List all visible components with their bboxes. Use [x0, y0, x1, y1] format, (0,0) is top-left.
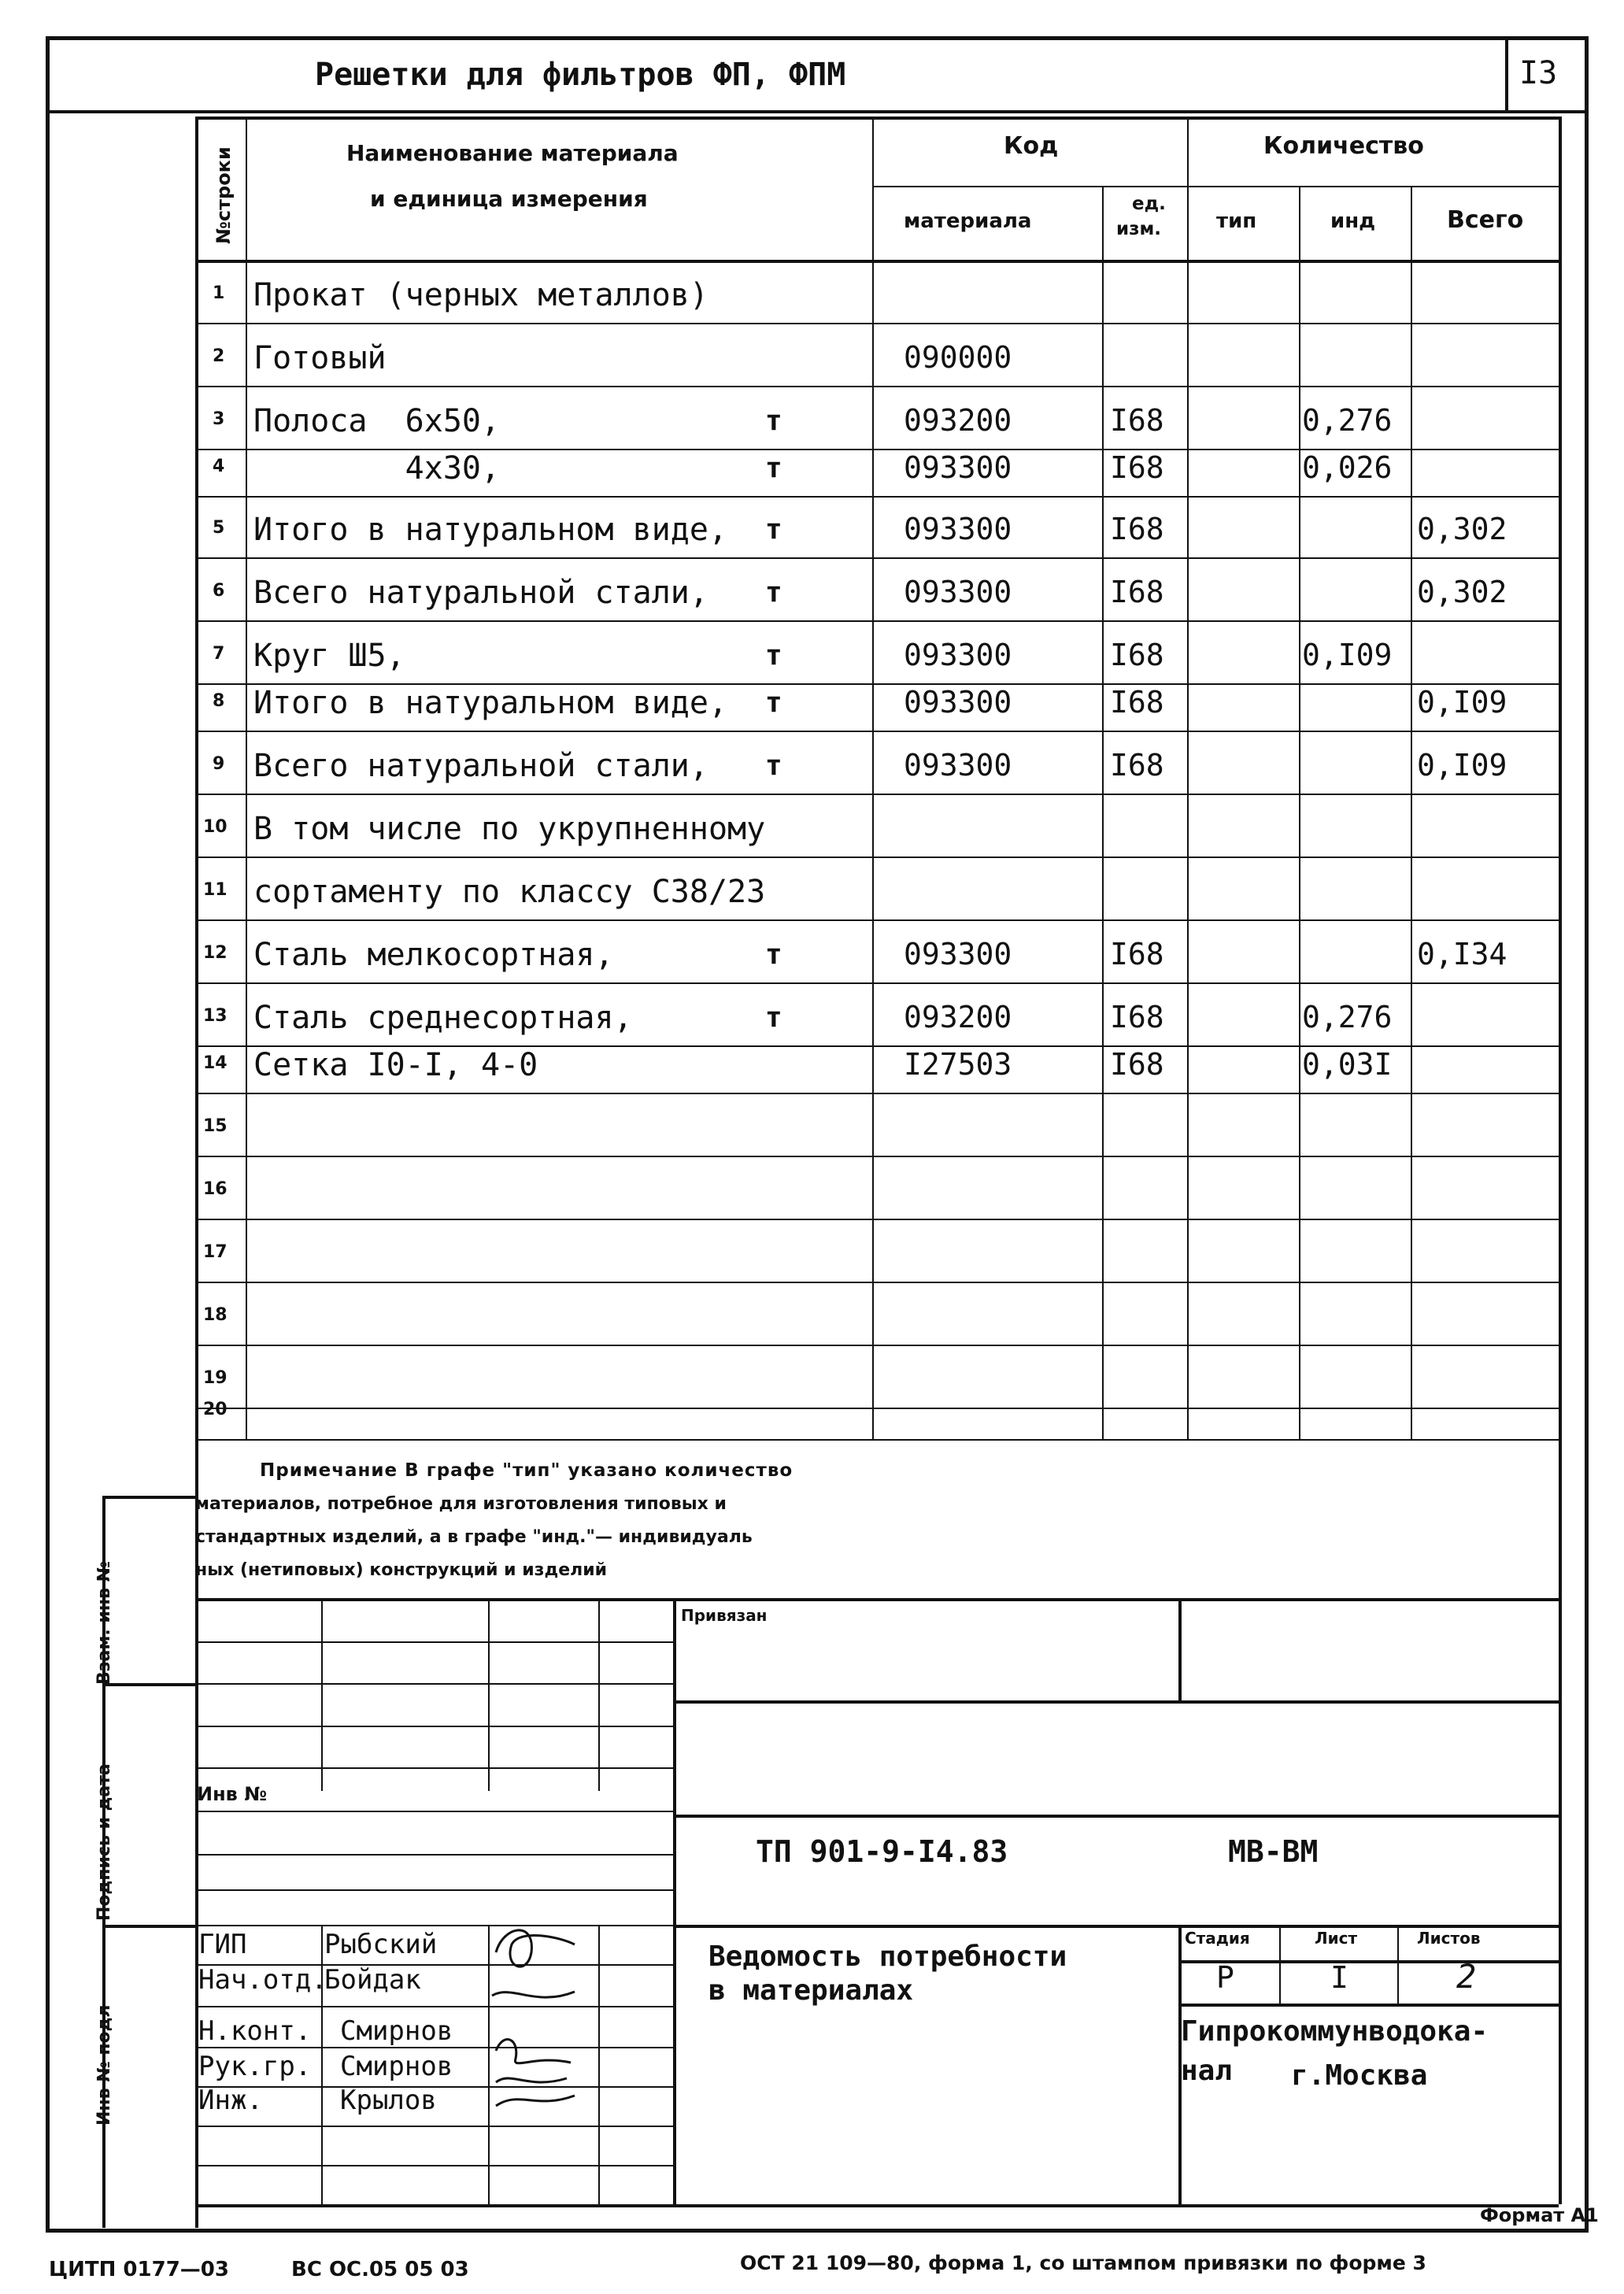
row-total-quantity: 0,302 — [1417, 575, 1507, 609]
column-rule — [1299, 186, 1300, 1439]
row-rule — [195, 794, 1559, 795]
stamp-rule thin — [1178, 1960, 1559, 1963]
stamp-grid-rule — [195, 1598, 673, 1600]
row-total-quantity: 0,I34 — [1417, 937, 1507, 971]
row-code: 093300 — [904, 937, 1012, 971]
row-number: 15 — [203, 1116, 228, 1136]
row-number: 1 — [213, 283, 225, 303]
row-rule — [195, 260, 1559, 263]
row-number: 5 — [213, 518, 225, 538]
signature-stroke — [496, 1930, 575, 1967]
row-number: 20 — [203, 1400, 228, 1419]
row-unit: т — [765, 452, 782, 484]
header-row-number: №строки — [213, 146, 235, 244]
header-total: Всего — [1447, 206, 1524, 234]
stamp-right-rule — [1559, 1598, 1562, 2204]
row-rule — [195, 1219, 1559, 1220]
row-rule — [195, 731, 1559, 732]
sheets-value: 2 — [1456, 1957, 1477, 1996]
margin-podpis-data: Подпись и дата — [94, 1763, 114, 1921]
inv-number-label: Инв № — [197, 1783, 268, 1805]
row-number: 11 — [203, 880, 228, 900]
header-code: Код — [1004, 132, 1059, 160]
privyazan-label: Привязан — [681, 1606, 768, 1625]
row-number: 9 — [213, 754, 225, 774]
row-rule — [195, 982, 1559, 984]
row-rule — [195, 323, 1559, 324]
signatory-role: Рук.гр. — [198, 2051, 312, 2082]
row-number: 17 — [203, 1242, 228, 1262]
sheet-number: I3 — [1519, 55, 1558, 91]
row-code: 093300 — [904, 575, 1012, 609]
row-number: 14 — [203, 1053, 228, 1073]
row-total-quantity: 0,302 — [1417, 512, 1507, 546]
signatory-name: Бойдак — [324, 1964, 421, 1996]
stage-label: Стадия — [1185, 1929, 1250, 1948]
stamp-rule — [673, 1925, 1559, 1928]
row-number: 7 — [213, 644, 225, 664]
row-code: 093300 — [904, 638, 1012, 672]
signatory-name: Смирнов — [340, 2051, 453, 2082]
note-right-rule — [1559, 1439, 1562, 1598]
header-name-line1: Наименование материала — [346, 140, 679, 166]
signatory-name: Смирнов — [340, 2015, 453, 2047]
note-line: стандартных изделий, а в графе "инд."— индивидуаль — [195, 1527, 753, 1547]
row-name: В том числе по укрупненному — [253, 811, 766, 847]
stamp-grid-col — [488, 1598, 490, 1791]
row-code: 093300 — [904, 685, 1012, 720]
table-top-rule — [195, 117, 1559, 120]
stamp-mid-rule — [673, 1598, 676, 2204]
row-rule — [195, 1345, 1559, 1346]
row-ind-quantity: 0,03I — [1302, 1047, 1393, 1082]
row-name: Круг Ш5, — [253, 638, 405, 674]
title-bar-line — [46, 110, 1589, 113]
organization-city: г.Москва — [1291, 2059, 1428, 2092]
signatory-role: Инж. — [198, 2085, 263, 2116]
signature-stroke — [496, 2096, 575, 2106]
footer-left-code: ЦИТП 0177—03 — [49, 2258, 229, 2281]
column-rule — [1559, 117, 1562, 1439]
row-unit: т — [765, 686, 782, 719]
footer-left-code2: ВС ОС.05 05 03 — [291, 2258, 469, 2281]
row-number: 10 — [203, 817, 228, 837]
signatory-role: Н.конт. — [198, 2015, 312, 2047]
row-number: 3 — [213, 409, 225, 429]
row-ind-quantity: 0,276 — [1302, 1000, 1393, 1034]
row-code: 093200 — [904, 1000, 1012, 1034]
header-material: материала — [904, 209, 1032, 233]
row-number: 19 — [203, 1368, 228, 1388]
stamp-grid-rule — [195, 1925, 673, 1926]
row-number: 8 — [213, 691, 225, 711]
format-label: Формат А1 — [1480, 2204, 1599, 2226]
stamp-grid-rule — [195, 1854, 673, 1856]
row-name: 4х30, — [253, 450, 501, 487]
stamp-grid-col — [598, 1598, 600, 1791]
row-unit: т — [765, 938, 782, 971]
stamp-rule — [673, 1700, 1559, 1704]
row-name: сортаменту по классу С38/23 — [253, 874, 766, 910]
row-rule — [195, 557, 1559, 559]
row-name: Прокат (черных металлов) — [253, 277, 708, 313]
row-code: 093200 — [904, 403, 1012, 438]
row-rule — [195, 386, 1559, 387]
signature-stroke — [496, 2040, 571, 2063]
note-line: ных (нетиповых) конструкций и изделий — [195, 1560, 608, 1580]
stamp-grid-rule — [195, 2204, 673, 2206]
stage-value: Р — [1216, 1960, 1234, 1995]
row-name: Всего натуральной стали, — [253, 748, 708, 784]
row-total-quantity: 0,I09 — [1417, 748, 1507, 783]
row-rule — [195, 1408, 1559, 1409]
row-number: 18 — [203, 1305, 228, 1325]
stamp-grid-rule — [195, 1683, 673, 1685]
header-quantity: Количество — [1263, 132, 1424, 160]
stamp-privyazan-right — [1178, 1598, 1182, 1700]
stamp-grid-col — [321, 1598, 323, 1791]
row-unit-code: I68 — [1110, 450, 1164, 485]
stamp-rule — [1279, 1925, 1281, 2004]
row-unit: т — [765, 749, 782, 782]
row-name: Всего натуральной стали, — [253, 575, 708, 611]
column-rule — [1411, 186, 1412, 1439]
stamp-grid-rule — [195, 1767, 673, 1769]
row-code: 093300 — [904, 512, 1012, 546]
row-unit-code: I68 — [1110, 638, 1164, 672]
row-rule — [195, 620, 1559, 622]
stamp-grid-rule — [195, 2006, 673, 2007]
row-rule — [195, 919, 1559, 921]
stamp-rule — [1397, 1925, 1399, 2004]
sheet-label: Лист — [1315, 1929, 1358, 1948]
margin-inv-podl: Инв № подл — [94, 2004, 114, 2126]
column-rule — [195, 117, 198, 1439]
stamp-grid-rule — [195, 2047, 673, 2048]
stamp-grid-col — [598, 1925, 600, 2204]
stamp-grid-rule — [195, 1811, 673, 1812]
column-rule — [872, 117, 874, 1439]
row-number: 13 — [203, 1006, 228, 1026]
row-rule — [195, 1156, 1559, 1157]
row-number: 4 — [213, 457, 225, 476]
row-code: I27503 — [904, 1047, 1012, 1082]
row-unit-code: I68 — [1110, 748, 1164, 783]
row-code: 093300 — [904, 748, 1012, 783]
row-unit: т — [765, 513, 782, 546]
row-unit-code: I68 — [1110, 512, 1164, 546]
row-unit-code: I68 — [1110, 685, 1164, 720]
margin-rule — [102, 1496, 195, 1499]
row-name: Полоса 6х50, — [253, 403, 501, 439]
row-unit-code: I68 — [1110, 1047, 1164, 1082]
row-ind-quantity: 0,026 — [1302, 450, 1393, 485]
signatory-name: Рыбский — [324, 1929, 438, 1960]
document-title-line1: Ведомость потребности — [708, 1941, 1067, 1973]
header-ind: инд — [1330, 209, 1376, 233]
row-name: Сталь мелкосортная, — [253, 937, 614, 973]
row-rule — [195, 1439, 1559, 1441]
row-rule — [195, 1282, 1559, 1283]
margin-rule — [102, 1925, 195, 1928]
row-name: Сталь среднесортная, — [253, 1000, 633, 1036]
row-unit: т — [765, 1001, 782, 1034]
row-ind-quantity: 0,I09 — [1302, 638, 1393, 672]
column-rule — [1102, 186, 1104, 1439]
row-unit: т — [765, 639, 782, 672]
note-line: материалов, потребное для изготовления типовых и — [195, 1494, 727, 1514]
stamp-grid-rule — [195, 2165, 673, 2166]
stamp-grid-rule — [195, 1889, 673, 1891]
page-title: Решетки для фильтров ФП, ФПМ — [315, 57, 846, 93]
row-name: Итого в натуральном виде, — [253, 685, 728, 721]
row-name: Сетка I0-I, 4-0 — [253, 1047, 538, 1083]
row-number: 6 — [213, 581, 225, 601]
row-unit: т — [765, 405, 782, 437]
header-unit-line1: ед. — [1132, 194, 1166, 214]
header-unit-line2: изм. — [1116, 219, 1162, 239]
row-unit: т — [765, 576, 782, 609]
signatory-role: Нач.отд. — [198, 1964, 327, 1996]
column-rule — [1187, 117, 1189, 1439]
signatory-role: ГИП — [198, 1929, 247, 1960]
signatures — [488, 1921, 583, 2110]
signature-stroke — [492, 1992, 575, 1997]
row-rule — [195, 1093, 1559, 1094]
row-unit-code: I68 — [1110, 937, 1164, 971]
margin-rule — [102, 1683, 195, 1686]
signatory-name: Крылов — [340, 2085, 437, 2116]
header-typ: тип — [1216, 209, 1257, 233]
organization-line2: нал — [1181, 2055, 1233, 2087]
document-section: МВ-ВМ — [1228, 1834, 1319, 1869]
document-title-line2: в материалах — [708, 1974, 914, 2007]
row-total-quantity: 0,I09 — [1417, 685, 1507, 720]
sheets-label: Листов — [1417, 1929, 1481, 1948]
stamp-rule — [673, 1815, 1559, 1818]
margin-vzam-inv: Взам. инв № — [94, 1560, 114, 1685]
row-rule — [195, 496, 1559, 498]
row-number: 16 — [203, 1179, 228, 1199]
stamp-grid-rule — [195, 1726, 673, 1727]
row-rule — [195, 857, 1559, 858]
row-number: 2 — [213, 346, 225, 366]
row-unit-code: I68 — [1110, 403, 1164, 438]
row-name: Итого в натуральном виде, — [253, 512, 728, 548]
sheet-value: I — [1330, 1960, 1348, 1995]
footer-standard: ОСТ 21 109—80, форма 1, со штампом привязки по форме 3 — [740, 2251, 1426, 2274]
sheet-number-divider — [1505, 36, 1508, 112]
organization-line1: Гипрокоммунводока- — [1181, 2015, 1489, 2048]
stamp-rule — [1178, 2004, 1559, 2007]
document-code: ТП 901-9-I4.83 — [756, 1834, 1008, 1869]
row-code: 093300 — [904, 450, 1012, 485]
note-line: Примечание В графе "тип" указано количество — [260, 1460, 794, 1481]
row-code: 090000 — [904, 340, 1012, 375]
row-ind-quantity: 0,276 — [1302, 403, 1393, 438]
row-name: Готовый — [253, 340, 387, 376]
signature-stroke — [496, 2078, 567, 2082]
stamp-grid-rule — [195, 1641, 673, 1643]
row-unit-code: I68 — [1110, 575, 1164, 609]
row-unit-code: I68 — [1110, 1000, 1164, 1034]
header-mid-rule — [872, 186, 1559, 187]
stamp-grid-rule — [195, 2126, 673, 2127]
header-name-line2: и единица измерения — [370, 186, 648, 212]
column-rule — [246, 117, 247, 1439]
row-number: 12 — [203, 943, 228, 963]
